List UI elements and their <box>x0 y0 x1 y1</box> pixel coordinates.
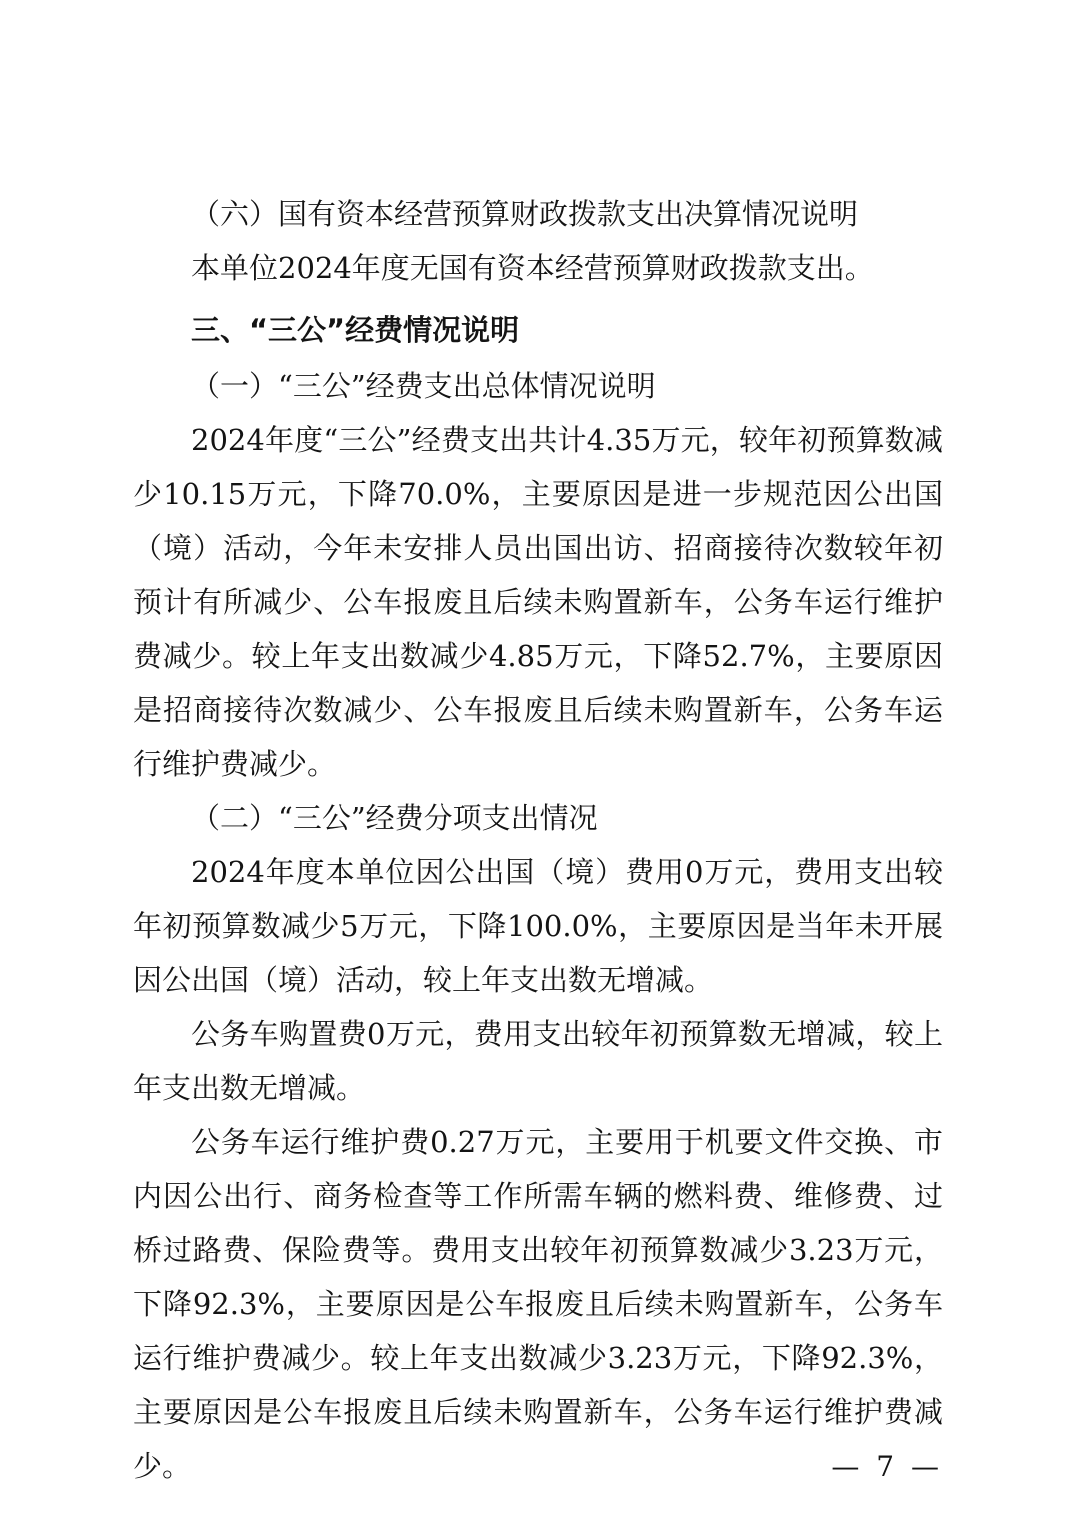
page-number: — 7 — <box>831 1450 943 1483</box>
paragraph-overseas-travel: 2024年度本单位因公出国（境）费用0万元，费用支出较年初预算数减少5万元，下降100.0%，主要原因是当年未开展因公出国（境）活动，较上年支出数无增减。 <box>133 855 943 997</box>
section-subheading-2: （二）“三公”经费分项支出情况 <box>191 801 598 835</box>
paragraph-vehicle-purchase: 公务车购置费0万元，费用支出较年初预算数无增减，较上年支出数无增减。 <box>133 1017 943 1105</box>
document-page <box>133 187 943 1493</box>
section-heading-3: 三、“三公”经费情况说明 <box>191 313 520 347</box>
paragraph-overall-expense: 2024年度“三公”经费支出共计4.35万元，较年初预算数减少10.15万元，下降70.0%，主要原因是进一步规范因公出国（境）活动，今年未安排人员出国出访、招商接待次数较年初预计有所减少、公车报废且后续未购置新车，公务车运行维护费减少。较上年支出数减少4.85万元，下降52.7%，主要原因是招商接待次数减少、公车报废且后续未购置新车，公务车运行维护费减少。 <box>133 423 943 781</box>
section-subheading-6: （六）国有资本经营预算财政拨款支出决算情况说明 <box>191 197 859 231</box>
section-subheading-1: （一）“三公”经费支出总体情况说明 <box>191 369 656 403</box>
paragraph-state-capital: 本单位2024年度无国有资本经营预算财政拨款支出。 <box>191 251 874 285</box>
paragraph-vehicle-maintenance: 公务车运行维护费0.27万元，主要用于机要文件交换、市内因公出行、商务检查等工作所需车辆的燃料费、维修费、过桥过路费、保险费等。费用支出较年初预算数减少3.23万元，下降92.3%，主要原因是公车报废且后续未购置新车，公务车运行维护费减少。较上年支出数减少3.23万元，下降92.3%，主要原因是公车报废且后续未购置新车，公务车运行维护费减少。 <box>133 1125 943 1483</box>
